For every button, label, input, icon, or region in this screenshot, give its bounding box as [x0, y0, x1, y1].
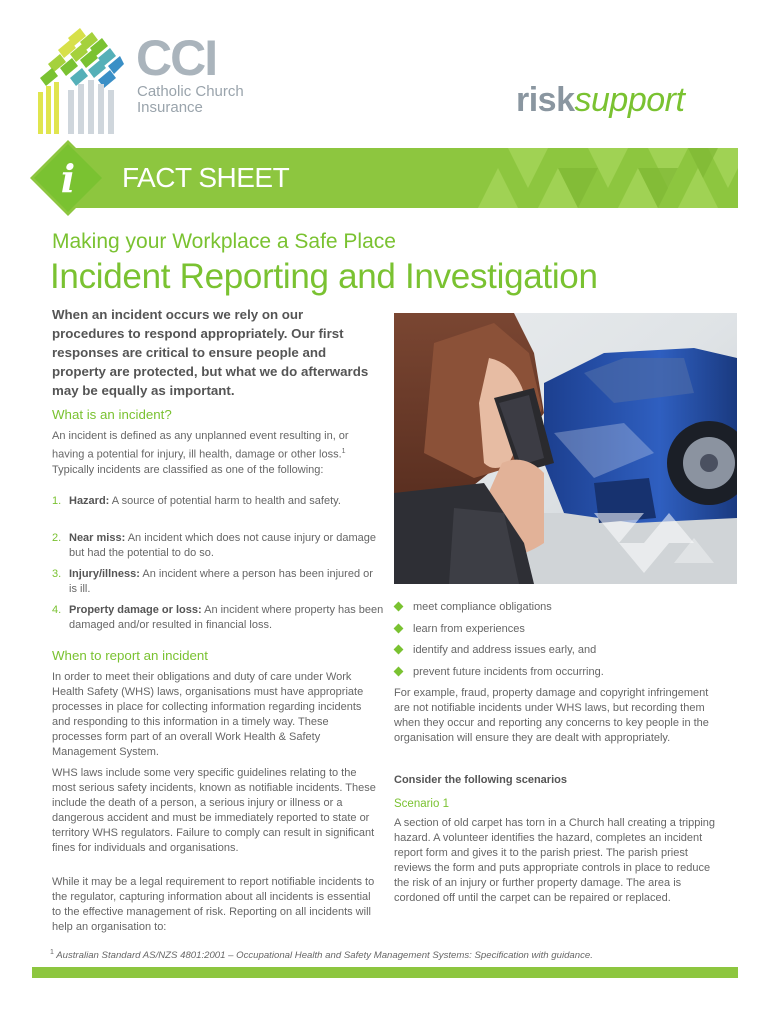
list-desc: An incident where a person has been injured or is ill.: [69, 568, 373, 595]
footnote: [50, 946, 740, 963]
scenario-1-text: A section of old carpet has torn in a Church hall creating a tripping hazard. A volunteer identifies the hazard, completes an incident report form and gives it to the parish priest. The parish priest reviews the form and puts appropriate controls in place to reduce the risk of an injury or further property damage. The area is cordoned off until the carpet can be repaired or replaced.: [394, 817, 716, 904]
list-desc: A source of potential harm to health and safety.: [109, 495, 341, 507]
info-diamond-icon: [30, 140, 106, 216]
list-desc: An incident which does not cause injury or damage but had the potential to do so.: [69, 532, 376, 559]
list-item: [52, 494, 359, 509]
list-term: Near miss:: [69, 532, 126, 544]
list-item: [52, 567, 379, 597]
list-number: 2.: [52, 532, 62, 544]
footnote-reference: 1: [341, 448, 346, 455]
list-item: [52, 531, 379, 561]
bullet-text: identify and address issues early, and: [413, 644, 597, 656]
bullet-diamond-icon: [394, 645, 404, 655]
list-desc: An incident where property has been damaged and/or resulted in financial loss.: [69, 604, 384, 631]
bullet-diamond-icon: [394, 667, 404, 677]
when-to-report-paragraph-3: While it may be a legal requirement to report notifiable incidents to the regulator, capturing information about all incidents is essential to the effective management of risk. Reporting on all incidents will help an organisation to:: [52, 876, 375, 933]
list-number: 4.: [52, 604, 62, 616]
cci-logo-icon: [28, 28, 128, 138]
what-is-text-b: Typically incidents are classified as one of the following:: [52, 463, 324, 476]
footer-green-bar: [32, 967, 738, 978]
list-term: Injury/illness:: [69, 568, 140, 580]
what-is-heading: What is an incident?: [52, 407, 172, 422]
fact-sheet-title: FACT SHEET: [122, 162, 290, 193]
bullet-text: learn from experiences: [413, 623, 525, 635]
fact-sheet-banner: [62, 148, 738, 208]
cci-wordmark: CCI: [136, 30, 217, 86]
bullet-text: prevent future incidents from occurring.: [413, 666, 604, 678]
what-is-paragraph: [52, 429, 370, 478]
list-item: [394, 665, 604, 680]
page-subtitle: Making your Workplace a Safe Place: [52, 230, 396, 253]
list-item: [394, 643, 596, 658]
bullet-text: meet compliance obligations: [413, 601, 552, 613]
when-to-report-paragraph-2: WHS laws include some very specific guidelines relating to the most serious safety incidents, known as notifiable incidents. These include the death of a person, a serious injury or illness or a dangerous accident and must be immediately reported to state or territory WHS regulators. Failure to comply can result in significant fines for individuals and organisations.: [52, 767, 376, 854]
info-letter: i: [60, 156, 76, 201]
when-to-report-heading: When to report an incident: [52, 648, 208, 663]
list-number: 1.: [52, 495, 62, 507]
intro-paragraph: When an incident occurs we rely on our procedures to respond appropriately. Our first responses are critical to ensure people and property are protected, but what we do afterwards may be equally as important.: [52, 307, 369, 398]
list-term: Property damage or loss:: [69, 604, 202, 616]
cci-name-line-1: Catholic Church: [137, 83, 244, 100]
when-to-report-paragraph-1: In order to meet their obligations and duty of care under Work Health Safety (WHS) laws, organisations must have appropriate processes in place for collecting information regarding incidents and responding to this information in a timely way. These processes form part of an overall Work Health & Safety Management System.: [52, 671, 364, 758]
scenarios-heading: Consider the following scenarios: [394, 774, 567, 786]
scenario-1-heading: Scenario 1: [394, 798, 449, 810]
list-item: [52, 603, 389, 633]
footnote-mark: 1: [50, 949, 54, 956]
risksupport-logo: [516, 80, 684, 120]
cci-name-line-2: Insurance: [137, 99, 203, 116]
woman-phone-car-accident-photo: [394, 313, 737, 584]
support-logo-text: support: [574, 81, 685, 119]
bullet-diamond-icon: [394, 624, 404, 634]
banner-triangle-pattern: [438, 148, 738, 208]
bullet-diamond-icon: [394, 602, 404, 612]
risk-logo-text: risk: [516, 81, 575, 119]
page-title: Incident Reporting and Investigation: [50, 257, 598, 296]
list-number: 3.: [52, 568, 62, 580]
what-is-text-a: An incident is defined as any unplanned event resulting in, or having a potential for injury, ill health, damage or other loss.: [52, 430, 349, 461]
footnote-text: Australian Standard AS/NZS 4801:2001 – Occupational Health and Safety Management Systems: Specification with guidance.: [53, 950, 593, 962]
example-paragraph: For example, fraud, property damage and copyright infringement are not notifiable incidents under WHS laws, but recording them when they occur and reporting any concerns to key people in the organisation will ensure they are dealt with appropriately.: [394, 687, 709, 744]
list-item: [394, 622, 525, 637]
list-item: [394, 600, 552, 615]
list-term: Hazard:: [69, 495, 110, 507]
